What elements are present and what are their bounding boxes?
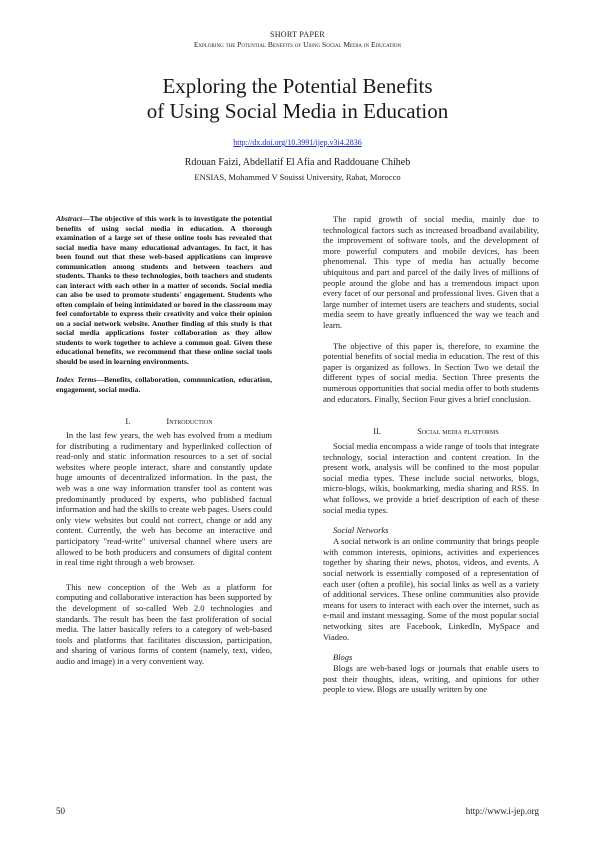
right-column (323, 214, 539, 695)
affiliation: ENSIAS, Mohammed V Souissi University, Rabat, Morocco (194, 172, 401, 182)
doi-link[interactable]: http://dx.doi.org/10.3991/ijep.v3i4.2836 (233, 138, 362, 147)
left-column (56, 214, 272, 666)
intro-paragraph-4: The objective of this paper is, therefore, to examine the potential benefits of social media in education. The rest of this paper is organized as follows. In Section Two we detail the different types of social media. Section Three presents the numerous opportunities that social media offer to both students and educators. Finally, Section Four gives a brief conclusion. (323, 340, 539, 404)
section-2-paragraph-1: Social media encompass a wide range of tools that integrate technology, social interaction and content creation. In the present work, analysis will be confined to the most popular social media types. These include social networks, blogs, micro-blogs, wikis, bookmarking, media sharing and RSS. In what follows, we provide a brief description of each of these social media types. (323, 441, 539, 515)
short-paper-label: SHORT PAPER (269, 30, 326, 39)
section-2-number: II. (373, 426, 382, 437)
section-2-title: Social media platforms (417, 426, 499, 437)
section-2-heading (323, 426, 539, 437)
section-1-paragraph-1: In the last few years, the web has evolved from a medium for distributing a rudimentary and hyperlinked collection of read-only and static information resources to a set of social websites where people interact, share and constantly update huge amounts of decentralized information. In the past, the web was a one way information transfer tool as content was predominantly produced by experts, who published factual information and had the skills to create web pages. Users could only view websites but could not correct, change or add any content. Currently, the web has become an interactive and participatory "read-write" universal channel where users are allowed to be both producers and consumers of digital content in real time right through a web browser. (56, 430, 272, 568)
intro-paragraph-3: The rapid growth of social media, mainly due to technological factors such as increased broadband availability, the improvement of software tools, and the development of more powerful computers and mobile devices, has been phenomenal. This type of media has actually become ubiquitous and part and parcel of the daily lives of millions of people around the globe and has a tremendous impact upon every facet of our personal and professional lives. Given that a large number of internet users are teachers and students, social media seem to have greatly influenced the way we teach and learn. (323, 214, 539, 330)
page-number: 50 (56, 806, 65, 816)
section-1-number: I. (125, 416, 131, 426)
abstract-lead: Abstract (56, 214, 83, 223)
abstract-text: —The objective of this work is to investigate the potential benefits of using social media in education. A thorough examination of a large set of these online tools has revealed that social media have many educational advantages. In fact, it has been found out that these web-based applications can improve communication among students and between teachers and students. Thanks to these technologies, both teachers and students can interact with each other in a matter of seconds. Social media can also be used to promote students' engagement. Students who often complain of being intimidated or bored in the classroom may feel comfortable to express their creativity and voice their opinion on a social network website. Another finding of this study is that social media applications foster collaboration as they allow students to work together to achieve a common goal. Given these educational benefits, we recommend that these online social tools should be used in learning environments. (56, 214, 272, 366)
title-line-1: Exploring the Potential Benefits (162, 74, 433, 98)
social-networks-text: A social network is an online community that brings people with common interests, opinions, activities and experiences together by sharing their news, photos, videos, and events. A social network is essentially composed of a representation of each user (often a profile), his social links as well as a variety of additional services. These online communities also provide means for users to interact with each over the internet, such as e-mail and instant messaging. Some of the most popular social networking sites are Facebook, LinkedIn, MySpace and Viadeo. (323, 536, 539, 642)
running-title: Exploring the Potential Benefits of Using Social Media in Education (193, 40, 402, 49)
running-header (0, 29, 595, 50)
section-1-title: Introduction (166, 416, 213, 426)
index-terms-text: —Benefits, collaboration, communication, education, engagement, social media. (56, 375, 272, 394)
subsection-social-networks: Social Networks (333, 525, 389, 536)
abstract (56, 214, 272, 366)
section-1-heading (56, 416, 272, 427)
paper-title (0, 74, 595, 124)
journal-url[interactable]: http://www.i-jep.org (465, 806, 539, 816)
blogs-text: Blogs are web-based logs or journals that enable users to post their thoughts, ideas, writing, and opinions for other people to view. Blogs are usually written by one (323, 663, 539, 695)
authors: Rdouan Faizi, Abdellatif El Afia and Raddouane Chiheb (184, 157, 411, 168)
index-terms-lead: Index Terms (56, 375, 97, 384)
index-terms (56, 375, 272, 394)
subsection-blogs: Blogs (333, 652, 353, 663)
section-1-paragraph-2: This new conception of the Web as a platform for computing and collaborative interaction has been supported by the development of so-called Web 2.0 technologies and standards. The result has been the fast proliferation of social media. The latter basically refers to a category of web-based tools and platforms that facilitates discussion, participation, and sharing of various forms of content (namely, text, video, audio and image) in a very convenient way. (56, 581, 272, 666)
title-line-2: of Using Social Media in Education (146, 99, 449, 123)
